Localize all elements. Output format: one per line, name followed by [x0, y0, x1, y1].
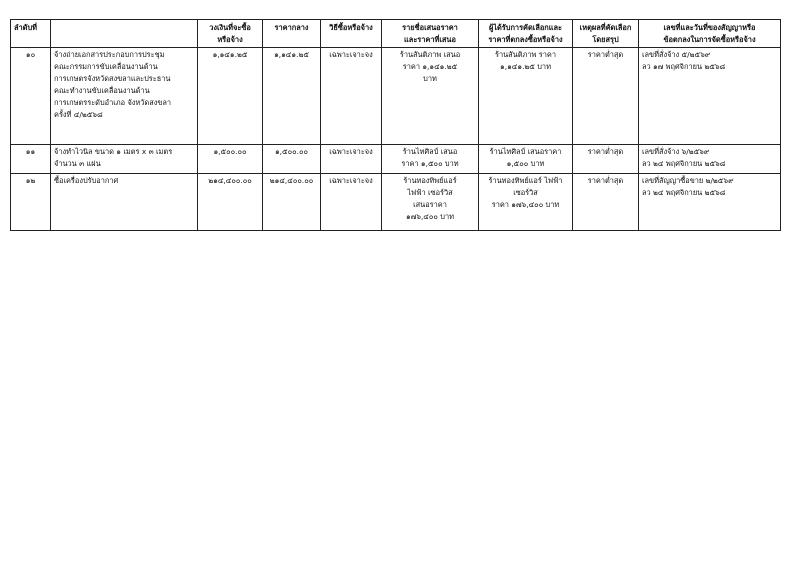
cell-median-price: ๒๑๔,๔๐๐.๐๐ — [263, 174, 321, 231]
cell-method: เฉพาะเจาะจง — [321, 145, 382, 174]
cell-reason: ราคาต่ำสุด — [573, 174, 639, 231]
cell-median-price: ๑,๑๔๑.๒๕ — [263, 48, 321, 145]
header-no: ลำดับที่ — [11, 20, 51, 48]
header-row — [11, 20, 781, 48]
cell-method: เฉพาะเจาะจง — [321, 48, 382, 145]
cell-item: จ้างทำไวนิล ขนาด ๑ เมตร x ๓ เมตร จำนวน ๓ แผ่น — [51, 145, 198, 174]
cell-no: ๑๑ — [11, 145, 51, 174]
header-budget: วงเงินที่จะซื้อ หรือจ้าง — [198, 20, 263, 48]
header-selected: ผู้ได้รับการคัดเลือกและ ราคาที่ตกลงซื้อหรือจ้าง — [479, 20, 573, 48]
table-row — [11, 145, 781, 174]
cell-median-price: ๑,๕๐๐.๐๐ — [263, 145, 321, 174]
cell-selected: ร้านไทศิลป์ เสนอราคา ๑,๕๐๐ บาท — [479, 145, 573, 174]
cell-reason: ราคาต่ำสุด — [573, 145, 639, 174]
header-method: วิธีซื้อหรือจ้าง — [321, 20, 382, 48]
table-row — [11, 174, 781, 231]
header-median-price: ราคากลาง — [263, 20, 321, 48]
cell-budget: ๑,๑๔๑.๒๕ — [198, 48, 263, 145]
cell-selected: ร้านทองทิพย์แอร์ ไฟฟ้า เซอร์วิส ราคา ๑๗๖,๔๐๐ บาท — [479, 174, 573, 231]
cell-contract: เลขที่สัญญาซื้อขาย ๒/๒๕๖๙ ลว ๒๔ พฤศจิกายน ๒๕๖๘ — [639, 174, 781, 231]
procurement-table — [10, 19, 781, 231]
header-bidders: รายชื่อเสนอราคา และราคาที่เสนอ — [382, 20, 479, 48]
cell-contract: เลขที่สั่งจ้าง ๖/๒๕๖๙ ลว ๒๔ พฤศจิกายน ๒๕๖๘ — [639, 145, 781, 174]
cell-no: ๑๒ — [11, 174, 51, 231]
header-item — [51, 20, 198, 48]
cell-item: จ้างถ่ายเอกสารประกอบการประชุม คณะกรรมการขับเคลื่อนงานด้าน การเกษตรจังหวัดสงขลาและประธาน คณะทำงานขับเคลื่อนงานด้าน การเกษตรระดับอำเภอ จังหวัดสงขลา ครั้งที่ ๔/๒๕๖๘ — [51, 48, 198, 145]
cell-contract: เลขที่สั่งจ้าง ๕/๒๕๖๙ ลว ๑๗ พฤศจิกายน ๒๕๖๘ — [639, 48, 781, 145]
cell-bidders: ร้านสันติภาพ เสนอ ราคา ๑,๑๔๑.๒๕ บาท — [382, 48, 479, 145]
header-reason: เหตุผลที่คัดเลือก โดยสรุป — [573, 20, 639, 48]
header-contract: เลขที่และวันที่ของสัญญาหรือ ข้อตกลงในการจัดซื้อหรือจ้าง — [639, 20, 781, 48]
cell-item: ซื้อเครื่องปรับอากาศ — [51, 174, 198, 231]
cell-method: เฉพาะเจาะจง — [321, 174, 382, 231]
cell-budget: ๑,๕๐๐.๐๐ — [198, 145, 263, 174]
cell-budget: ๒๑๔,๔๐๐.๐๐ — [198, 174, 263, 231]
cell-no: ๑๐ — [11, 48, 51, 145]
table-row — [11, 48, 781, 145]
cell-reason: ราคาต่ำสุด — [573, 48, 639, 145]
cell-selected: ร้านสันติภาพ ราคา ๑,๑๔๑.๒๕ บาท — [479, 48, 573, 145]
cell-bidders: ร้านไทศิลป์ เสนอ ราคา ๑,๕๐๐ บาท — [382, 145, 479, 174]
cell-bidders: ร้านทองทิพย์แอร์ ไฟฟ้า เซอร์วิส เสนอราคา ๑๗๖,๔๐๐ บาท — [382, 174, 479, 231]
